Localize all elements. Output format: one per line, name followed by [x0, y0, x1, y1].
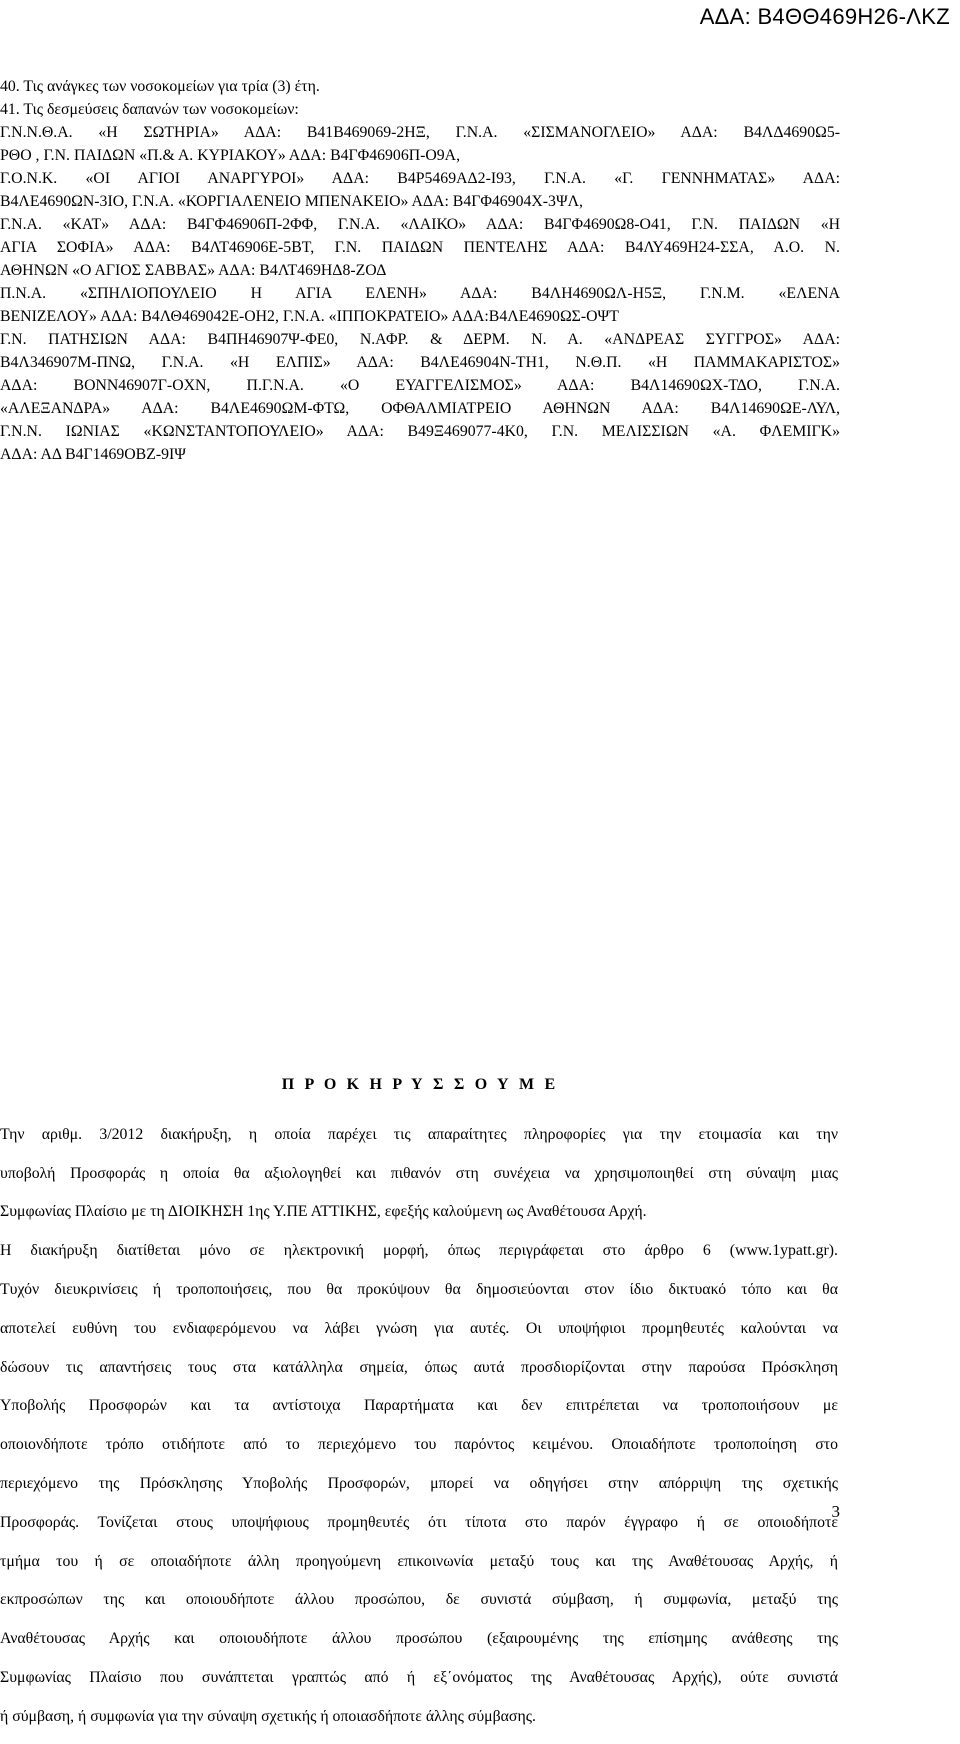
- hospital-line: ΒΕΝΙΖΕΛΟΥ» ΑΔΑ: Β4ΛΘ469042Ε-ΟΗ2, Γ.Ν.Α. «ΙΠΠΟΚΡΑΤΕΙΟ» ΑΔΑ:Β4ΛΕ4690ΩΣ-ΟΨΤ: [0, 308, 619, 325]
- body-line: Συμφωνίας Πλαίσιο που συνάπτεται γραπτώς από ή εξ΄ονόματος της Αναθέτουσας Αρχής), ούτε συνιστά: [0, 1668, 838, 1686]
- hospital-line: Β4Λ346907Μ-ΠΝΩ, Γ.Ν.Α. «Η ΕΛΠΙΣ» ΑΔΑ: Β4ΛΕ46904Ν-ΤΗ1, Ν.Θ.Π. «Η ΠΑΜΜΑΚΑΡΙΣΤΟΣ»: [0, 354, 840, 371]
- list-item-40: 40. Τις ανάγκες των νοσοκομείων για τρία (3) έτη.: [0, 78, 320, 95]
- section-title: Π Ρ Ο Κ Η Ρ Υ Σ Σ Ο Υ Μ Ε: [281, 1076, 559, 1093]
- body-line: ή σύμβαση, ή συμφωνία για την σύναψη σχετικής ή οποιασδήποτε άλλης σύμβασης.: [0, 1707, 536, 1725]
- hospital-line: Π.Ν.Α. «ΣΠΗΛΙΟΠΟΥΛΕΙΟ Η ΑΓΙΑ ΕΛΕΝΗ» ΑΔΑ: Β4ΛΗ4690ΩΛ-Η5Ξ, Γ.Ν.Μ. «ΕΛΕΝΑ: [0, 285, 840, 302]
- body-line: Υποβολής Προσφορών και τα αντίστοιχα Παραρτήματα και δεν επιτρέπεται να τροποποιήσουν με: [0, 1397, 838, 1415]
- body-line: Τυχόν διευκρινίσεις ή τροποποιήσεις, που θα προκύψουν θα δημοσιεύονται στον ίδιο δικτυακό τόπο και θα: [0, 1280, 838, 1298]
- body-paragraph: [0, 1107, 838, 1744]
- body-line: τμήμα του ή σε οποιαδήποτε άλλη προηγούμενη επικοινωνία μεταξύ τους και της Αναθέτουσας Αρχής, ή: [0, 1552, 838, 1570]
- hospital-line: Γ.Ο.Ν.Κ. «ΟΙ ΑΓΙΟΙ ΑΝΑΡΓΥΡΟΙ» ΑΔΑ: Β4Ρ5469ΑΔ2-Ι93, Γ.Ν.Α. «Γ. ΓΕΝΝΗΜΑΤΑΣ» ΑΔΑ:: [0, 170, 840, 187]
- hospital-line: ΡΘΟ , Γ.Ν. ΠΑΙΔΩΝ «Π.& Α. ΚΥΡΙΑΚΟΥ» ΑΔΑ: Β4ΓΦ46906Π-Ο9Α,: [0, 147, 461, 164]
- body-line: εκπροσώπων της και οποιουδήποτε άλλου προσώπου, δε συνιστά σύμβαση, ή συμφωνία, μεταξύ της: [0, 1591, 838, 1609]
- body-line: Συμφωνίας Πλαίσιο με τη ΔΙΟΙΚΗΣΗ 1ης Υ.ΠΕ ΑΤΤΙΚΗΣ, εφεξής καλούμενη ως Αναθέτουσα Αρχή.: [0, 1203, 647, 1221]
- hospital-line: Γ.Ν.Α. «ΚΑΤ» ΑΔΑ: Β4ΓΦ46906Π-2ΦΦ, Γ.Ν.Α. «ΛΑΙΚΟ» ΑΔΑ: Β4ΓΦ4690Ω8-Ο41, Γ.Ν. ΠΑΙΔΩΝ «Η: [0, 216, 840, 233]
- document-list: [0, 75, 840, 466]
- body-line: Η διακήρυξη διατίθεται μόνο σε ηλεκτρονική μορφή, όπως περιγράφεται στο άρθρο 6 (www.1ypatt.gr).: [0, 1242, 838, 1260]
- body-line: Την αριθμ. 3/2012 διακήρυξη, η οποία παρέχει τις απαραίτητες πληροφορίες για την ετοιμασία και την: [0, 1125, 838, 1143]
- body-line: υποβολή Προσφοράς η οποία θα αξιολογηθεί και πιθανόν στη συνέχεια να χρησιμοποιηθεί στη σύναψη μιας: [0, 1164, 838, 1182]
- body-line: περιεχόμενο της Πρόσκλησης Υποβολής Προσφορών, μπορεί να οδηγήσει στην απόρριψη της σχετικής: [0, 1474, 838, 1492]
- hospital-line: ΑΔΑ: ΑΔ Β4Γ1469ΟΒΖ-9ΙΨ: [0, 446, 186, 463]
- body-line: Προσφοράς. Τονίζεται στους υποψήφιους προμηθευτές ότι τίποτα στο παρόν έγγραφο ή σε οποιοδήποτε: [0, 1513, 838, 1531]
- hospital-line: «ΑΛΕΞΑΝΔΡΑ» ΑΔΑ: Β4ΛΕ4690ΩΜ-ΦΤΩ, ΟΦΘΑΛΜΙΑΤΡΕΙΟ ΑΘΗΝΩΝ ΑΔΑ: Β4Λ14690ΩΕ-ΛΥΛ,: [0, 400, 840, 417]
- list-item-41: 41. Τις δεσμεύσεις δαπανών των νοσοκομείων:: [0, 101, 299, 118]
- page-number: 3: [831, 1502, 840, 1521]
- body-line: οποιονδήποτε τρόπο οτιδήποτε από το περιεχόμενο του παρόντος κειμένου. Οποιαδήποτε τροποποίηση στο: [0, 1436, 838, 1454]
- body-line: αποτελεί ευθύνη του ενδιαφερόμενου να λάβει γνώση για αυτές. Οι υποψήφιοι προμηθευτές καλούνται να: [0, 1319, 838, 1337]
- hospital-line: Γ.Ν.Ν. ΙΩΝΙΑΣ «ΚΩΝΣΤΑΝΤΟΠΟΥΛΕΙΟ» ΑΔΑ: Β49Ξ469077-4Κ0, Γ.Ν. ΜΕΛΙΣΣΙΩΝ «Α. ΦΛΕΜΙΓΚ»: [0, 423, 840, 440]
- hospital-line: ΑΘΗΝΩΝ «Ο ΑΓΙΟΣ ΣΑΒΒΑΣ» ΑΔΑ: Β4ΛΤ469ΗΔ8-ΖΟΔ: [0, 262, 387, 279]
- hospital-line: Γ.Ν. ΠΑΤΗΣΙΩΝ ΑΔΑ: Β4ΠΗ46907Ψ-ΦΕ0, Ν.ΑΦΡ. & ΔΕΡΜ. Ν. Α. «ΑΝΔΡΕΑΣ ΣΥΓΓΡΟΣ» ΑΔΑ:: [0, 331, 840, 348]
- hospital-line: ΑΓΙΑ ΣΟΦΙΑ» ΑΔΑ: Β4ΛΤ46906Ε-5ΒΤ, Γ.Ν. ΠΑΙΔΩΝ ΠΕΝΤΕΛΗΣ ΑΔΑ: Β4ΛΥ469Η24-ΣΣΑ, Α.Ο. Ν.: [0, 239, 840, 256]
- ada-header: ΑΔΑ: Β4ΘΘ469Η26-ΛΚΖ: [699, 4, 950, 29]
- hospital-line: Γ.Ν.Ν.Θ.Α. «Η ΣΩΤΗΡΙΑ» ΑΔΑ: Β41Β469069-2ΗΞ, Γ.Ν.Α. «ΣΙΣΜΑΝΟΓΛΕΙΟ» ΑΔΑ: Β4ΛΔ4690Ω5-: [0, 124, 840, 141]
- hospital-line: ΑΔΑ: ΒΟΝΝ46907Γ-ΟΧΝ, Π.Γ.Ν.Α. «Ο ΕΥΑΓΓΕΛΙΣΜΟΣ» ΑΔΑ: Β4Λ14690ΩΧ-ΤΔΟ, Γ.Ν.Α.: [0, 377, 840, 394]
- hospital-line: Β4ΛΕ4690ΩΝ-3ΙΟ, Γ.Ν.Α. «ΚΟΡΓΙΑΛΕΝΕΙΟ ΜΠΕΝΑΚΕΙΟ» ΑΔΑ: Β4ΓΦ46904Χ-3ΨΛ,: [0, 193, 584, 210]
- body-line: Αναθέτουσας Αρχής και οποιουδήποτε άλλου προσώπου (εξαιρουμένης της επίσημης ανάθεσης της: [0, 1630, 838, 1648]
- body-line: δώσουν τις απαντήσεις τους στα κατάλληλα σημεία, όπως αυτά προσδιορίζονται στην παρούσα Πρόσκληση: [0, 1358, 838, 1376]
